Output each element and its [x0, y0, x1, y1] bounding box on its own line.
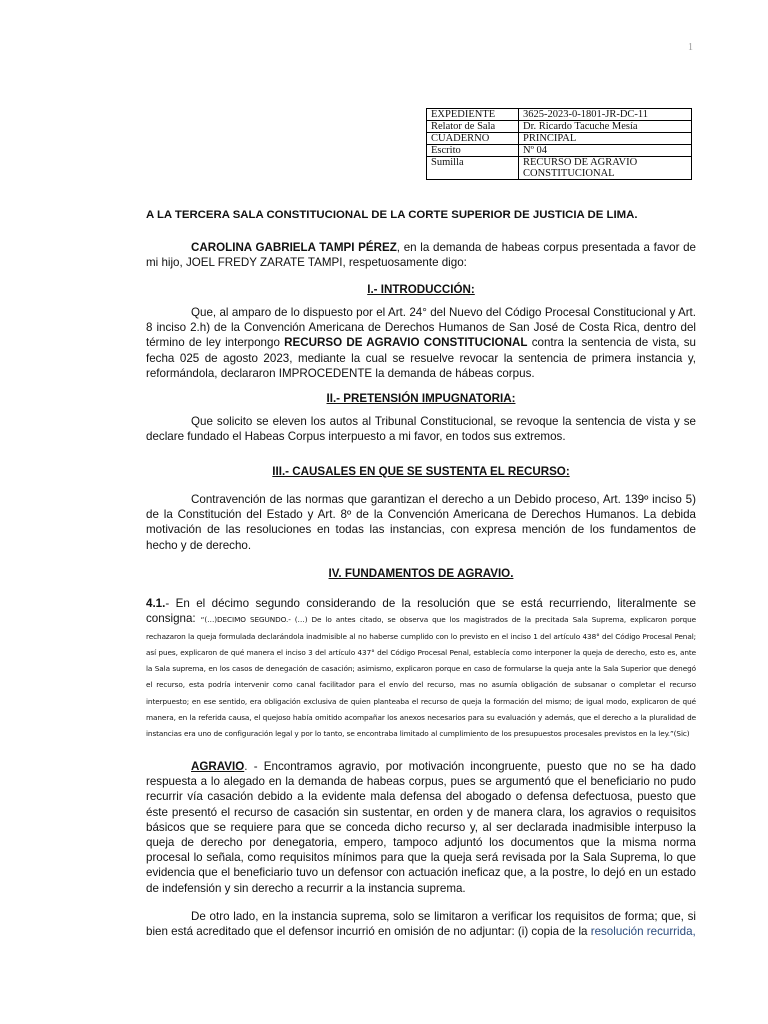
table-label: Relator de Sala [427, 121, 519, 133]
table-row [427, 133, 692, 145]
addressee: A LA TERCERA SALA CONSTITUCIONAL DE LA CORTE SUPERIOR DE JUSTICIA DE LIMA. [146, 209, 638, 221]
table-label: CUADERNO [427, 133, 519, 145]
point-number: 4.1. [146, 597, 166, 610]
table-value: Nº 04 [519, 145, 692, 157]
table-label: Escrito [427, 145, 519, 157]
agravio-paragraph [146, 759, 696, 896]
table-label: Sumilla [427, 157, 519, 180]
section-1-heading: I.- INTRODUCCIÓN: [367, 283, 475, 296]
table-row [427, 121, 692, 133]
section-1-text-b: contra la sentencia de vista, su fecha 025 de agosto 2023, mediante la cual se resuelve revocar la sentencia de primera instancia y, reformándola, declararon IMPROCEDENTE la demanda de hábeas corpus. [146, 336, 696, 380]
section-3-paragraph [146, 492, 696, 553]
table-value: Dr. Ricardo Tacuche Mesía [519, 121, 692, 133]
section-2-heading: II.- PRETENSIÓN IMPUGNATORIA: [326, 392, 516, 405]
table-value: RECURSO DE AGRAVIO CONSTITUCIONAL [519, 157, 692, 180]
section-1-text-a: Que, al amparo de lo dispuesto por el Art. 24° del Nuevo del Código Procesal Constitucional y Art. 8 inciso 2.h) de la Convención Americana de Derechos Humanos de San José de Costa Rica, dentro del término de ley interpongo [146, 306, 696, 350]
table-row [427, 145, 692, 157]
table-row [427, 109, 692, 121]
table-value: PRINCIPAL [519, 133, 692, 145]
section-3-text: Contravención de las normas que garantizan el derecho a un Debido proceso, Art. 139º inciso 5) de la Constitución del Estado y Art. 8º de la Convención Americana de Derechos Humanos. La debida motivación de las resoluciones en todas las instancias, con expresa mención de los fundamentos de hecho y de derecho. [146, 493, 696, 552]
point-lead: - En el décimo segundo considerando de la resolución que se está recurriendo, literalmente se consigna: [146, 597, 696, 626]
section-1-paragraph [146, 305, 696, 381]
table-row [427, 157, 692, 180]
resolution-reference: resolución recurrida, [590, 925, 696, 939]
agravio-label: AGRAVIO [191, 760, 245, 773]
case-info-table [426, 108, 692, 180]
section-4-paragraph [146, 596, 696, 742]
section-2-text: Que solicito se eleven los autos al Tribunal Constitucional, se revoque la sentencia de vista y se declare fundado el Habeas Corpus interpuesto a mi favor, en todos sus extremos. [146, 415, 696, 444]
intro-paragraph [146, 240, 696, 270]
section-1-bold: RECURSO DE AGRAVIO CONSTITUCIONAL [284, 336, 528, 350]
section-2-paragraph [146, 414, 696, 444]
last-text: De otro lado, en la instancia suprema, solo se limitaron a verificar los requisitos de forma; que, si bien está acreditado que el defensor incurrió en omisión de no adjuntar: (i) copia de la [146, 910, 696, 939]
intro-text: , en la demanda de habeas corpus presentada a favor de mi hijo, JOEL FREDY ZARATE TAMPI, respetuosamente digo: [146, 241, 697, 270]
section-4-heading: IV. FUNDAMENTOS DE AGRAVIO. [328, 567, 514, 580]
section-3-heading: III.- CAUSALES EN QUE SE SUSTENTA EL RECURSO: [272, 465, 570, 478]
table-label: EXPEDIENTE [427, 109, 519, 121]
agravio-text: . - Encontramos agravio, por motivación incongruente, puesto que no se ha dado respuesta a lo alegado en la demanda de habeas corpus, pues se argumentó que el beneficiario no pudo recurrir vía casación debido a la evidente mala defensa del abogado o defensa defectuosa, puesto que éste presentó el recurso de casación sin sustentar, en orden y de manera clara, los agravios o requisitos básicos que se requiere para que se conceda dicho recurso y, al ser declarada inadmisible interpuso la queja de derecho por denegatoria, empero, tampoco adjuntó los documentos que la misma norma procesal lo señala, como requisitos mínimos para que la queja será revisada por la Sala Suprema, lo que evidencia que el beneficiario tuvo un defensor con actuación ineficaz que, a la postre, lo dejó en un estado de indefensión y sin derecho a recurrir a la instancia suprema. [146, 760, 696, 895]
court-quote: “(…)DECIMO SEGUNDO.- (…) De lo antes citado, se observa que los magistrados de la precitada Sala Suprema, explicaron porque rechazaron la queja formulada declarándola inadmisible al no haberse cumplido con lo previsto en el inciso 1 del artículo 438° del Código Procesal Penal; así pues, explicaron de qué manera el inciso 3 del artículo 437° del Código Procesal Penal, establecía como interponer la queja de derecho, esto es, ante la Sala suprema, en los casos de denegación de casación; asimismo, explicaron porque en caso de formularse la queja ante la Sala Superior que denegó el recurso, esta podría intervenir como canal facilitador para el envío del recurso, mas no asumía obligación de subsanar o completar el recurso interpuesto; en ese sentido, era obligación exclusiva de quien planteaba el recurso de queja la formación del mismo; de igual modo, explicaron de qué manera, en la referida causa, el quejoso había omitido acompañar los anexos necesarios para su evaluación y además, que el derecho a la pluralidad de instancias era uno de configuración legal y por lo tanto, se encontraba limitado al cumplimiento de los presupuestos procesales previstos en la ley.”(Sic) [146, 615, 697, 739]
page-number: 1 [688, 42, 693, 53]
petitioner-name: CAROLINA GABRIELA TAMPI PÉREZ [191, 241, 397, 254]
table-value: 3625-2023-0-1801-JR-DC-11 [519, 109, 692, 121]
last-paragraph [146, 909, 696, 939]
